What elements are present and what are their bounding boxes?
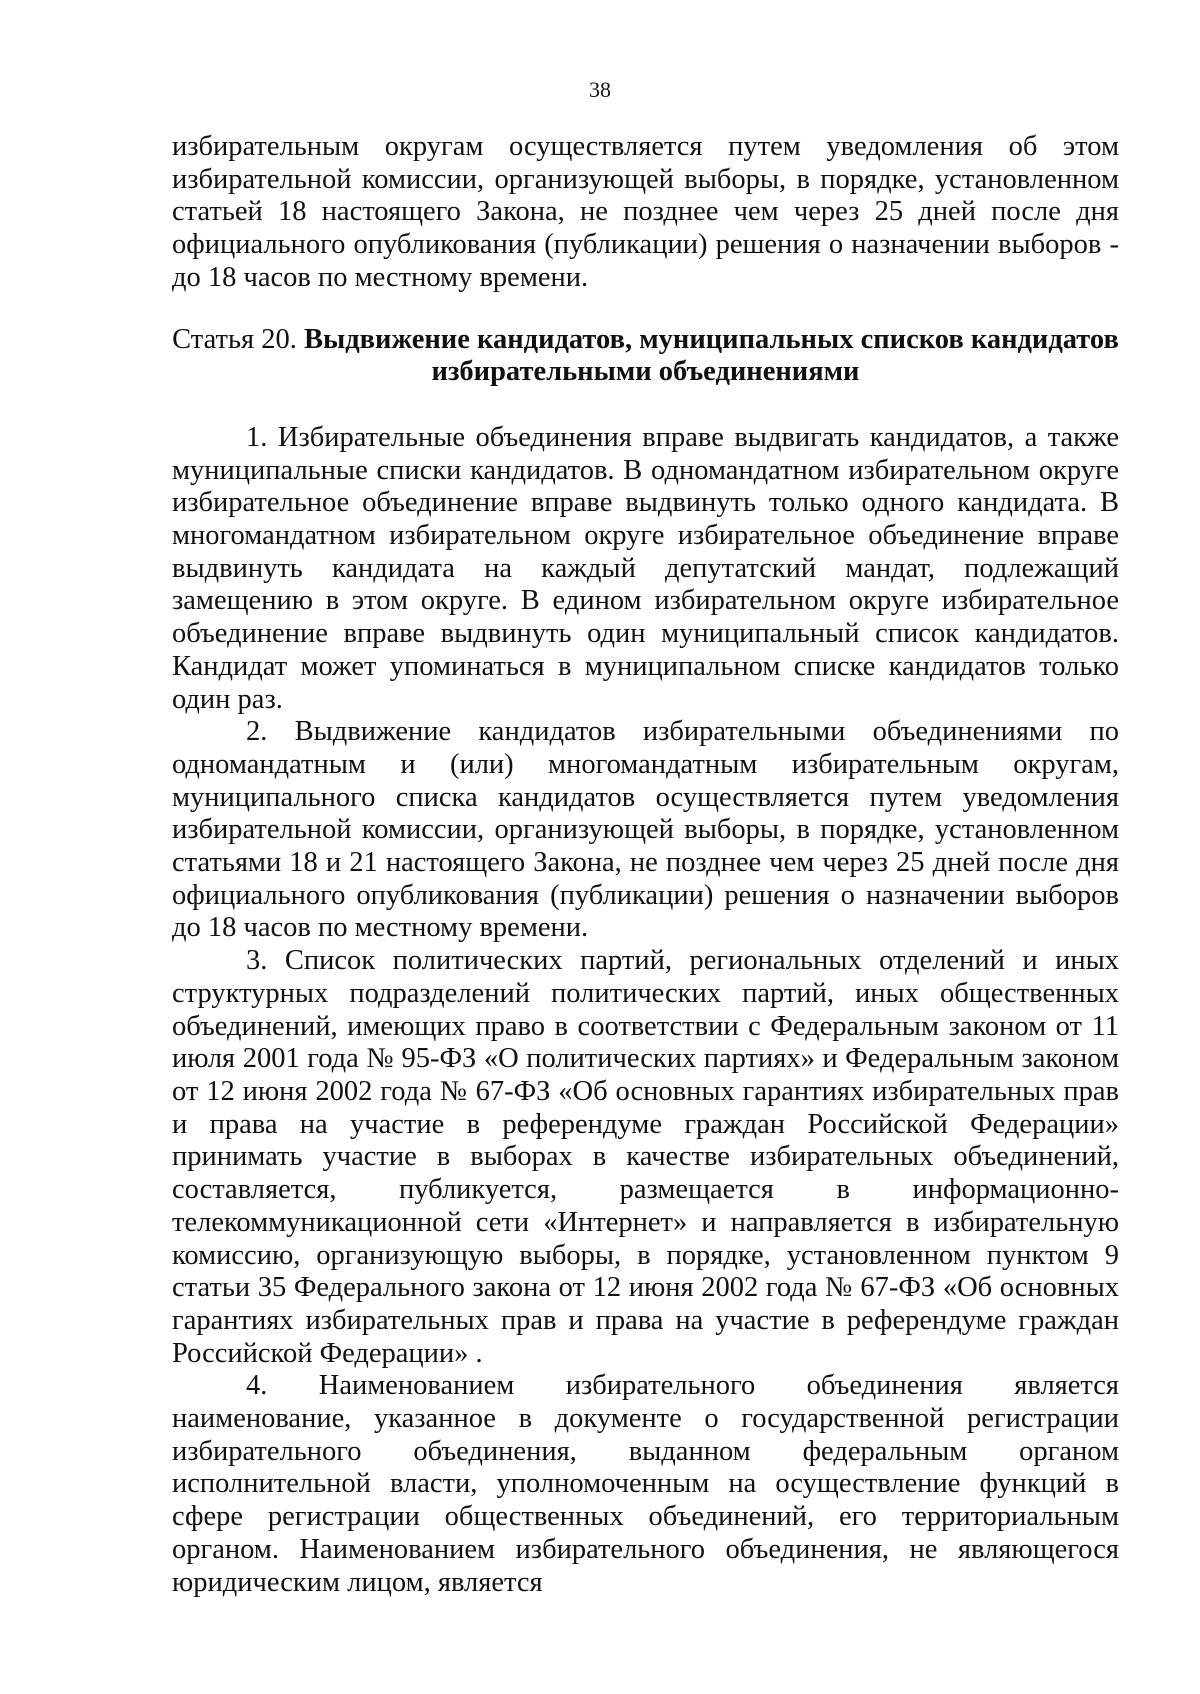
- continuation-paragraph: избирательным округам осуществляется путем уведомления об этом избирательной комиссии, организующей выборы, в порядке, установленном статьей 18 настоящего Закона, не позднее чем через 25 дней после дня официального опубликования (публикации) решения о назначении выборов - до 18 часов по местному времени.: [172, 131, 1119, 293]
- page-content: [172, 131, 1119, 1599]
- paragraph-4: 4. Наименованием избирательного объединения является наименование, указанное в документе о государственной регистрации избирательного объединения, выданном федеральным органом исполнительной власти, уполномоченным на осуществление функций в сфере регистрации общественных объединений, его территориальным органом. Наименованием избирательного объединения, не являющегося юридическим лицом, является: [172, 1370, 1119, 1598]
- article-title: Выдвижение кандидатов, муниципальных списков кандидатов избирательными объединениями: [303, 323, 1119, 388]
- article-heading: [172, 324, 1119, 389]
- article-label: Статья 20.: [172, 323, 297, 355]
- paragraph-1: 1. Избирательные объединения вправе выдвигать кандидатов, а также муниципальные списки кандидатов. В одномандатном избирательном округе избирательное объединение вправе выдвинуть только одного кандидата. В многомандатном избирательном округе избирательное объединение вправе выдвинуть кандидата на каждый депутатский мандат, подлежащий замещению в этом округе. В едином избирательном округе избирательное объединение вправе выдвинуть один муниципальный список кандидатов. Кандидат может упоминаться в муниципальном списке кандидатов только один раз.: [172, 421, 1119, 715]
- page-number: 38: [589, 77, 611, 102]
- paragraph-2: 2. Выдвижение кандидатов избирательными объединениями по одномандатным и (или) многомандатным избирательным округам, муниципального списка кандидатов осуществляется путем уведомления избирательной комиссии, организующей выборы, в порядке, установленном статьями 18 и 21 настоящего Закона, не позднее чем через 25 дней после дня официального опубликования (публикации) решения о назначении выборов до 18 часов по местному времени.: [172, 716, 1119, 944]
- paragraph-3: 3. Список политических партий, региональных отделений и иных структурных подразделений политических партий, иных общественных объединений, имеющих право в соответствии с Федеральным законом от 11 июля 2001 года № 95-ФЗ «О политических партиях» и Федеральным законом от 12 июня 2002 года № 67-ФЗ «Об основных гарантиях избирательных прав и права на участие в референдуме граждан Российской Федерации» принимать участие в выборах в качестве избирательных объединений, составляется, публикуется, размещается в информационно-телекоммуникационной сети «Интернет» и направляется в избирательную комиссию, организующую выборы, в порядке, установленном пунктом 9 статьи 35 Федерального закона от 12 июня 2002 года № 67-ФЗ «Об основных гарантиях избирательных прав и права на участие в референдуме граждан Российской Федерации» .: [172, 945, 1119, 1369]
